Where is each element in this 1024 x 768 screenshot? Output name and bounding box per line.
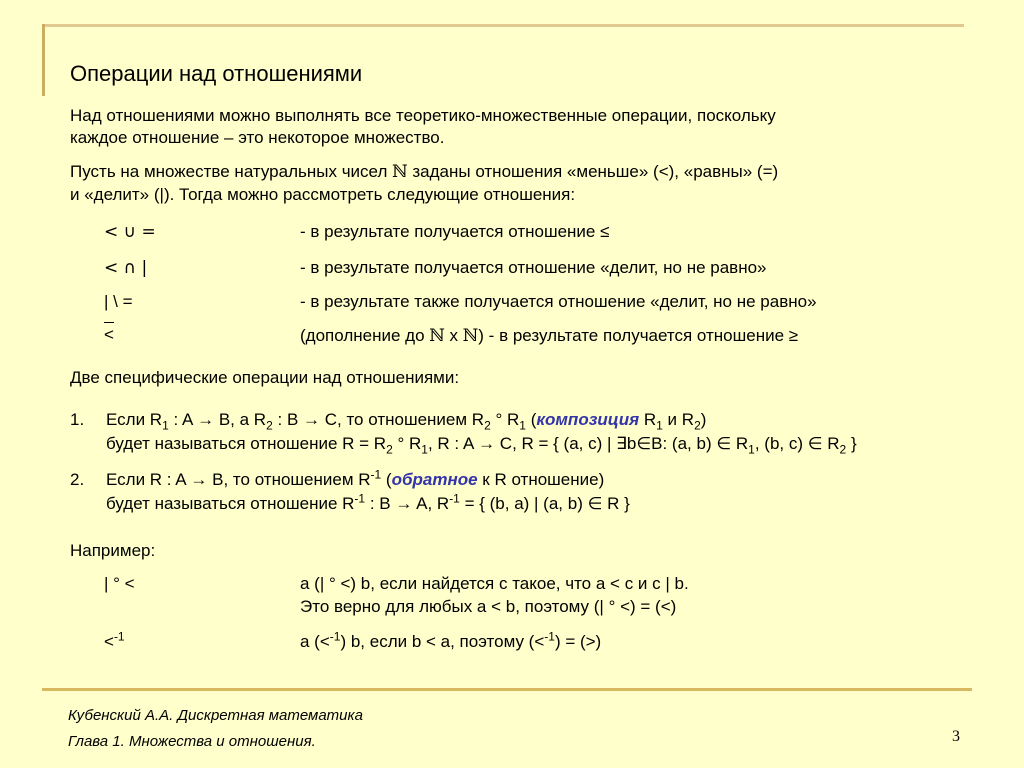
i1-sub: 1	[162, 418, 169, 433]
example1-right-2: Это верно для любых a < b, поэтому (| ° <) = (<)	[300, 597, 677, 616]
left-border-line	[42, 24, 45, 96]
i1-t: , (b, c) ∈ R	[754, 434, 840, 453]
op-right-complement	[300, 326, 798, 346]
pust-line-2: и «делит» (|). Тогда можно рассмотреть следующие отношения:	[70, 185, 576, 204]
complement-text-b: ) - в результате получается отношение ≥	[478, 326, 799, 345]
i2-sup: -1	[370, 467, 382, 482]
two-ops-header: Две специфические операции над отношениями:	[70, 368, 460, 387]
op-right-union: - в результате получается отношение ≤	[300, 222, 610, 241]
i1-sub: 1	[421, 442, 428, 457]
op-right-intersection: - в результате получается отношение «делит, но не равно»	[300, 258, 767, 277]
inverse-term: обратное	[391, 470, 478, 489]
item1-line-2	[106, 434, 857, 457]
i1-t: будет называться отношение R = R	[106, 434, 387, 453]
i1-t: }	[846, 434, 857, 453]
i1-sub: 2	[266, 418, 273, 433]
op-left-complement	[104, 322, 114, 345]
i1-sub: 2	[839, 442, 847, 457]
ex2-t: a (<	[300, 632, 330, 651]
i1-t: R	[639, 410, 657, 429]
ex2-sup: -1	[329, 629, 341, 644]
item1-number: 1.	[70, 410, 85, 429]
complement-text-a: (дополнение до	[300, 326, 430, 345]
footer-divider-line	[42, 688, 972, 691]
i1-t: (	[525, 410, 537, 429]
op-left-intersection: < ∩ |	[104, 258, 148, 278]
item2-line-2	[106, 491, 630, 514]
naturals-symbol-1: ℕ	[429, 326, 445, 346]
i1-t: ° R	[392, 434, 422, 453]
page-number: 3	[952, 728, 960, 745]
i2-t: будет называться отношение R	[106, 494, 355, 513]
i2-t: к R отношение)	[477, 470, 605, 489]
intro-line-1: Над отношениями можно выполнять все теоретико-множественные операции, поскольку	[70, 106, 776, 125]
item2-number: 2.	[70, 470, 85, 489]
ex2-t: ) = (>)	[554, 632, 602, 651]
composition-term: композиция	[536, 410, 640, 429]
i1-sub: 2	[694, 418, 701, 433]
example2-left	[104, 629, 125, 652]
example1-left: | ° <	[104, 574, 135, 593]
i1-sub: 1	[656, 418, 663, 433]
i1-t: : A → B, а R	[168, 410, 267, 429]
i2-t: Если R : A → B, то отношением R	[106, 470, 371, 489]
i1-t: )	[700, 410, 707, 429]
pust-line-1	[70, 162, 778, 182]
i1-sub: 1	[748, 442, 755, 457]
ex2-left-a: <	[104, 632, 114, 651]
pust-line-1-a: Пусть на множестве натуральных чисел	[70, 162, 393, 181]
op-left-difference: | \ =	[104, 292, 133, 311]
top-border-line	[42, 24, 964, 27]
ex2-sup: -1	[544, 629, 555, 644]
item1-line-1	[106, 410, 707, 433]
i1-t: , R : A → C, R = { (a, c) | ∃b∈B: (a, b) ∈ R	[427, 434, 749, 453]
i1-t: ° R	[490, 410, 520, 429]
i1-t: Если R	[106, 410, 163, 429]
i1-sub: 2	[386, 442, 393, 457]
example1-right-1: a (| ° <) b, если найдется c такое, что a < c и c | b.	[300, 574, 689, 593]
ex2-t: ) b, если b < a, поэтому (<	[340, 632, 545, 651]
intro-line-2: каждое отношение – это некоторое множество.	[70, 128, 445, 147]
op-right-difference: - в результате также получается отношение «делит, но не равно»	[300, 292, 817, 311]
item2-line-1	[106, 467, 605, 490]
ex2-left-sup: -1	[113, 629, 125, 644]
i2-sup: -1	[354, 491, 366, 506]
pust-line-1-b: заданы отношения «меньше» (<), «равны» (=)	[407, 162, 779, 181]
footer-author: Кубенский А.А. Дискретная математика	[68, 707, 363, 724]
i2-t: = { (b, a) | (a, b) ∈ R }	[459, 494, 630, 513]
i1-t: и R	[662, 410, 695, 429]
i2-t: : B → A, R	[365, 494, 450, 513]
complement-symbol: <	[104, 322, 114, 345]
footer-chapter: Глава 1. Множества и отношения.	[68, 733, 316, 750]
complement-text-x: x	[444, 326, 463, 345]
page-title: Операции над отношениями	[70, 61, 363, 86]
example2-right	[300, 629, 602, 652]
naturals-symbol-2: ℕ	[462, 326, 479, 346]
op-left-union: < ∪ =	[104, 222, 156, 242]
naturals-symbol: ℕ	[392, 162, 408, 182]
i2-t: (	[381, 470, 392, 489]
example-header: Например:	[70, 541, 156, 560]
i1-t: : B → C, то отношением R	[272, 410, 485, 429]
i1-sub: 2	[484, 418, 491, 433]
i2-sup: -1	[449, 491, 460, 506]
i1-sub: 1	[519, 418, 526, 433]
